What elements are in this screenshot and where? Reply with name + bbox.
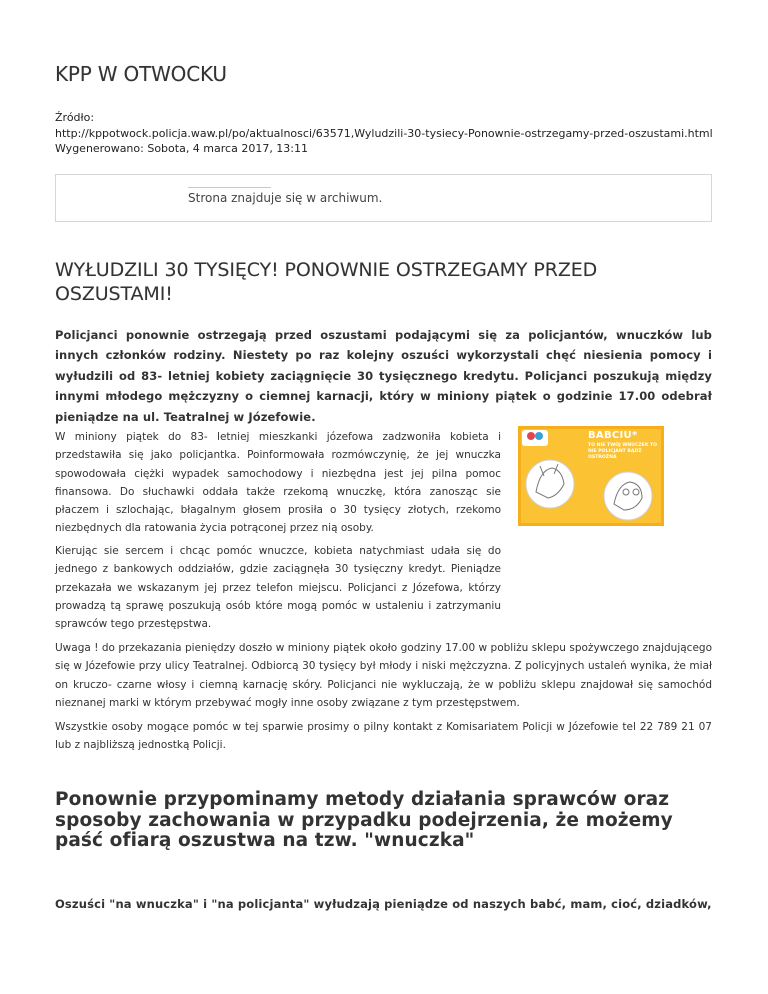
source-label: Źródło: (55, 111, 95, 124)
article-paragraph: Kierując sie sercem i chcąc pomóc wnuczce, kobieta natychmiast udała się do jednego z bankowych oddziałów, gdzie zaciągnęła 30 tysięczny kredyt. Pieniądze przekazała we wskazanym jej przez telefon miejscu. Policjanci z Józefowa, którzy prowadzą tą sprawę poszukują osób które mogą pomóc w ustaleniu i zatrzymaniu sprawców tego przestępstwa. (55, 545, 501, 631)
article-paragraph: Wszystkie osoby mogące pomóc w tej sparwie prosimy o pilny kontakt z Komisariatem Policji w Józefowie tel 22 789 21 07 lub z najbliższą jednostką Policji. (55, 721, 712, 752)
poster-illustration (518, 426, 664, 526)
poster-heading: BABCIU* (588, 430, 638, 441)
archive-notice-box (55, 174, 712, 222)
warning-poster-image (518, 426, 664, 526)
source-url[interactable]: http://kppotwock.policja.waw.pl/po/aktualnosci/63571,Wyludzili-30-tysiecy-Ponownie-ostrzegamy-przed-oszustami.html (55, 126, 713, 140)
article-title: WYŁUDZILI 30 TYSIĘCY! PONOWNIE OSTRZEGAMY PRZED OSZUSTAMI! (55, 259, 598, 305)
generated-date: Wygenerowano: Sobota, 4 marca 2017, 13:11 (55, 142, 309, 155)
source-meta (55, 110, 713, 157)
archive-notice: Strona znajduje się w archiwum. (188, 191, 383, 205)
article-paragraph: Uwaga ! do przekazania pieniędzy doszło w miniony piątek około godziny 17.00 w pobliżu sklepu spożywczego znajdującego się w Józefowie przy ulicy Teatralnej. Odbiorcą 30 tysięcy był młody i niski mężczyzna. Z policyjnych ustaleń wynika, że miał on kruczo- czarne włosy i ciemną karnację skóry. Policjanci nie wykluczają, że w pobliżu sklepu znajdował się samochód nieznanej marki w którym przebywać mogły inne osoby związane z tym przestępstwem. (55, 642, 712, 709)
article-paragraph: Oszuści "na wnuczka" i "na policjanta" wyłudzają pieniądze od naszych babć, mam, cioć, dziadków, (55, 897, 712, 911)
archive-divider (188, 187, 271, 188)
section-heading: Ponownie przypominamy metody działania sprawców oraz sposoby zachowania w przypadku podejrzenia, że możemy paść ofiarą oszustwa na tzw. "wnuczka" (55, 789, 673, 851)
poster-subtext: TO NIE TWÓJ WNUCZEK TO NIE POLICJANT BĄDŹ OSTROŻNA (588, 443, 658, 460)
site-title: KPP W OTWOCKU (55, 62, 227, 86)
article-lead: Policjanci ponownie ostrzegają przed oszustami podającymi się za policjantów, wnuczków lub innych członków rodziny. Niestety po raz kolejny oszuści wykorzystali chęć niesienia pomocy i wyłudzili od 83- letniej kobiety zaciągnięcie 30 tysięcznego kredytu. Policjanci poszukują między innymi młodego mężczyzny o ciemnej karnacji, który w miniony piątek o godzinie 17.00 odebrał pieniądze na ul. Teatralnej w Józefowie. (55, 328, 712, 424)
article-paragraph: W miniony piątek do 83- letniej mieszkanki józefowa zadzwoniła kobieta i przedstawiła się jako policjantka. Poinformowała rozmówczynię, że jej wnuczka spowodowała ciężki wypadek samochodowy i niezbędna jest jej pilna pomoc finansowa. Do słuchawki oddała także rzekomą wnuczkę, która zanosząc sie płaczem i szlochając, błagalnym głosem prosiła o 30 tysięcy złotych, rzekomo niezbędnych dla ratowania życia potrąconej przez nią osoby. (55, 431, 501, 535)
